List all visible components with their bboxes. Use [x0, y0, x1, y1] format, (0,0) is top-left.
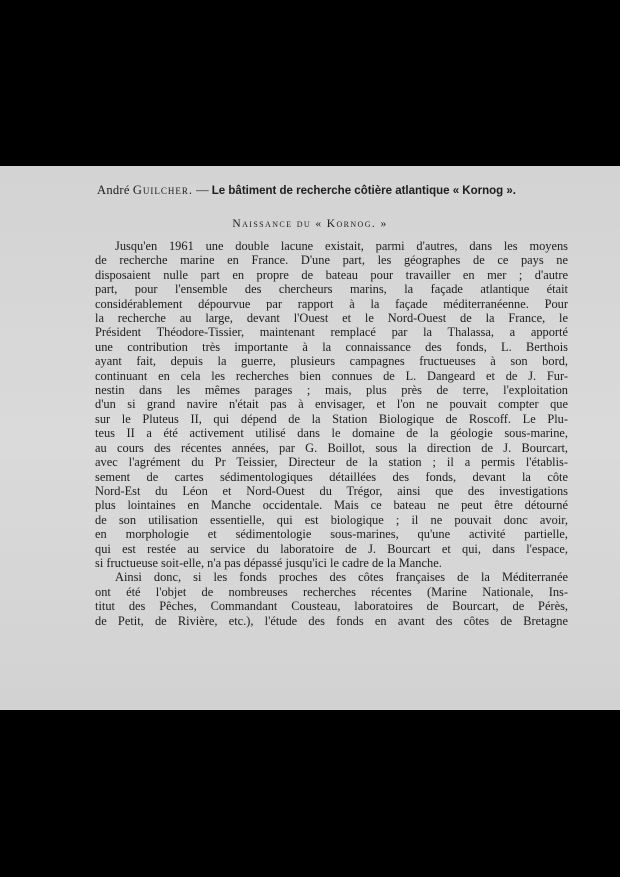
- text-line: disposaient nulle part en propre de bateau pour travailler en mer ; d'autre: [95, 267, 568, 282]
- text-line: de son utilisation essentielle, qui est biologique ; il ne pouvait donc avoir,: [95, 512, 568, 527]
- text-line: plus lointaines en Manche occidentale. Mais ce bateau ne peut être détourné: [95, 498, 568, 513]
- body-text: [95, 239, 568, 628]
- author-first-name: André: [97, 183, 130, 197]
- text-line: au cours des récentes années, par G. Boillot, sous la direction de J. Bourcart,: [95, 440, 568, 455]
- text-line: avec l'agrément du Pr Teissier, Directeur de la station ; il a permis l'établis-: [95, 455, 568, 470]
- section-heading: Naissance du « Kornog. »: [232, 218, 388, 230]
- text-line: d'un si grand navire n'était pas à envisager, et l'on ne pouvait compter que: [95, 397, 568, 412]
- text-line: part, pour l'ensemble des chercheurs marins, la façade atlantique était: [95, 282, 568, 297]
- article-title: Le bâtiment de recherche côtière atlantique « Kornog ».: [211, 185, 516, 197]
- author-last-name: Guilcher.: [132, 183, 194, 197]
- text-line: sement de cartes sédimentologiques détaillées des fonds, devant la côte: [95, 469, 568, 484]
- header-dash: —: [196, 183, 209, 197]
- text-line: Président Théodore-Tissier, maintenant remplacé par la Thalassa, a apporté: [95, 325, 568, 340]
- text-line: Jusqu'en 1961 une double lacune existait, parmi d'autres, dans les moyens: [115, 239, 568, 253]
- text-line: considérablement dépourvue par rapport à la façade méditerranéenne. Pour: [95, 296, 568, 311]
- text-line: de recherche marine en France. D'une part, les géographes de ce pays ne: [95, 253, 568, 268]
- text-line: Nord-Est du Léon et Nord-Ouest du Trégor, ainsi que des investigations: [95, 483, 568, 498]
- text-line: si fructueuse soit-elle, n'a pas dépassé jusqu'ici le cadre de la Manche.: [95, 555, 442, 570]
- text-line: de Petit, de Rivière, etc.), l'étude des fonds en avant des côtes de Bretagne: [95, 613, 568, 628]
- text-line: qui est restée au service du laboratoire de J. Bourcart et qui, dans l'espace,: [95, 541, 568, 556]
- text-line: continuant en cela les recherches bien connues de L. Dangeard et de J. Fur-: [95, 368, 568, 383]
- text-line: Ainsi donc, si les fonds proches des côtes françaises de la Méditerranée: [115, 570, 568, 585]
- text-line: ont été l'objet de nombreuses recherches récentes (Marine Nationale, Ins-: [95, 584, 568, 599]
- text-line: sur le Pluteus II, qui dépend de la Station Biologique de Roscoff. Le Plu-: [95, 411, 568, 426]
- text-line: titut des Pêches, Commandant Cousteau, laboratoires de Bourcart, de Pérès,: [95, 599, 568, 614]
- text-line: nestin dans les mêmes parages ; mais, plus près de terre, l'exploitation: [95, 383, 568, 398]
- text-line: ayant fait, depuis la guerre, plusieurs campagnes fructueuses à son bord,: [95, 354, 568, 369]
- text-line: en morphologie et sédimentologie sous-marines, qu'une activité partielle,: [95, 527, 568, 542]
- text-line: la recherche au large, devant l'Ouest et le Nord-Ouest de la France, le: [95, 311, 568, 326]
- text-line: teus II a été activement utilisé dans le domaine de la géologie sous-marine,: [95, 426, 568, 441]
- text-line: une contribution très importante à la connaissance des fonds, L. Berthois: [95, 339, 568, 354]
- document-page: [0, 166, 620, 710]
- article-header: [97, 181, 587, 200]
